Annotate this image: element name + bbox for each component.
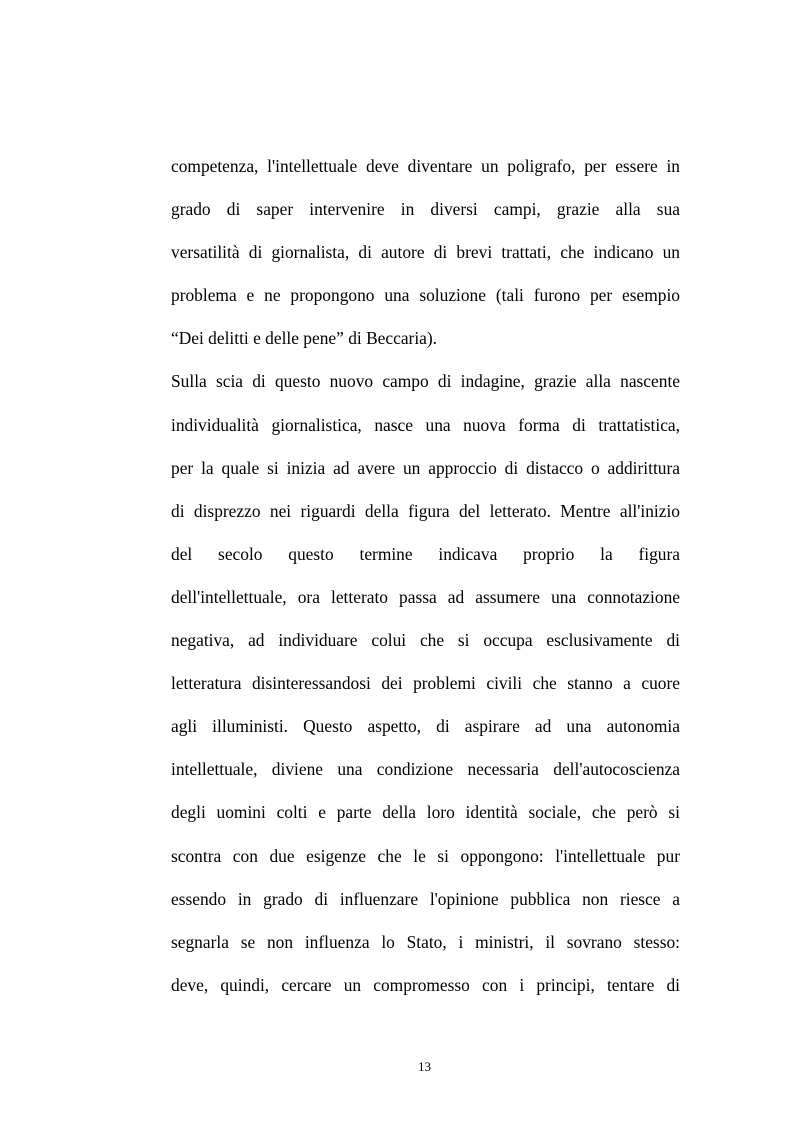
text-line-7: individualità giornalistica, nasce una nuova forma di trattatistica, — [171, 414, 680, 435]
text-line-9: di disprezzo nei riguardi della figura del letterato. Mentre all'inizio — [171, 500, 680, 521]
text-line-2: grado di saper intervenire in diversi campi, grazie alla sua — [171, 199, 680, 220]
text-line-12: negativa, ad individuare colui che si occupa esclusivamente di — [171, 630, 680, 651]
page-number: 13 — [418, 1059, 431, 1074]
text-line-18: essendo in grado di influenzare l'opinione pubblica non riesce a — [171, 888, 680, 909]
text-line-3: versatilità di giornalista, di autore di brevi trattati, che indicano un — [171, 242, 680, 263]
text-line-19: segnarla se non influenza lo Stato, i ministri, il sovrano stesso: — [171, 931, 680, 952]
text-line-20: deve, quindi, cercare un compromesso con i principi, tentare di — [171, 974, 680, 995]
text-line-4: problema e ne propongono una soluzione (tali furono per esempio — [171, 285, 680, 306]
text-line-15: intellettuale, diviene una condizione necessaria dell'autocoscienza — [171, 759, 680, 780]
text-line-1: competenza, l'intellettuale deve diventare un poligrafo, per essere in — [171, 156, 680, 176]
text-line-6: Sulla scia di questo nuovo campo di indagine, grazie alla nascente — [171, 371, 680, 392]
text-line-16: degli uomini colti e parte della loro identità sociale, che però si — [171, 802, 680, 823]
body-text — [171, 145, 680, 1007]
text-line-17: scontra con due esigenze che le si oppongono: l'intellettuale pur — [171, 845, 680, 866]
text-line-5: “Dei delitti e delle pene” di Beccaria). — [171, 328, 438, 349]
text-line-13: letteratura disinteressandosi dei problemi civili che stanno a cuore — [171, 673, 680, 694]
text-line-14: agli illuministi. Questo aspetto, di aspirare ad una autonomia — [171, 716, 680, 737]
text-line-11: dell'intellettuale, ora letterato passa ad assumere una connotazione — [171, 586, 680, 607]
text-line-10: del secolo questo termine indicava proprio la figura — [171, 543, 680, 564]
text-line-8: per la quale si inizia ad avere un approccio di distacco o addirittura — [171, 457, 680, 478]
